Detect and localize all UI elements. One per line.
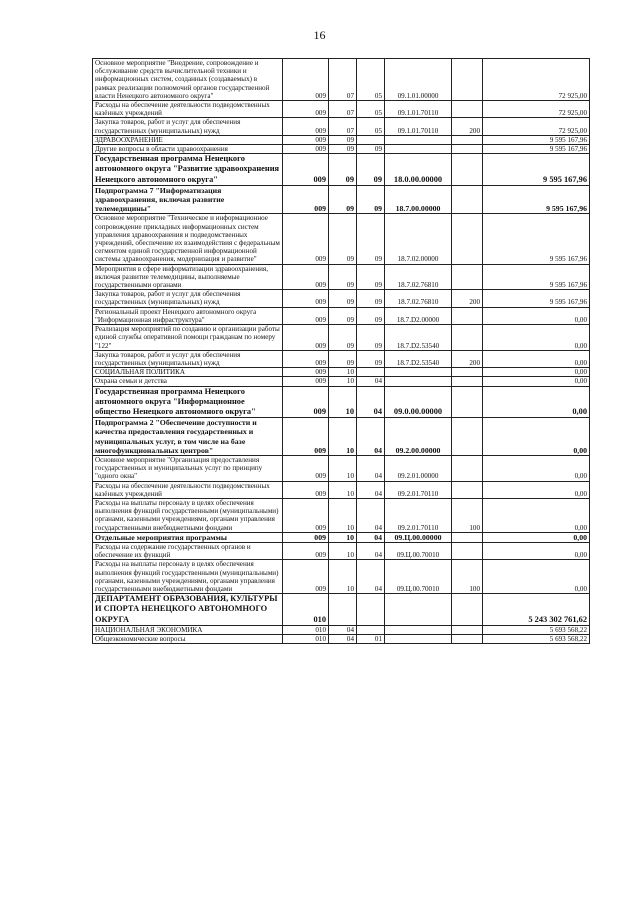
cell-subsection-code: 05 <box>357 59 385 101</box>
cell-section-code: 09 <box>329 135 357 144</box>
cell-name: Расходы на содержание государственных органов и обеспечение их функций <box>93 542 283 559</box>
cell-section-code: 10 <box>329 481 357 498</box>
table-row <box>93 560 590 594</box>
cell-target-article: 09.Ц.00.00000 <box>385 532 452 542</box>
cell-amount: 72 925,00 <box>483 118 590 135</box>
cell-name: Закупка товаров, работ и услуг для обеспечения государственных (муниципальных) нужд <box>93 350 283 367</box>
cell-name: Государственная программа Ненецкого автономного округа "Развитие здравоохранения Ненецкого автономного округа" <box>93 154 283 186</box>
cell-target-article: 18.7.D2.53540 <box>385 325 452 351</box>
cell-subsection-code: 09 <box>357 325 385 351</box>
cell-section-code: 09 <box>329 214 357 264</box>
cell-section-code: 10 <box>329 418 357 456</box>
cell-section-code: 10 <box>329 560 357 594</box>
cell-section-code: 10 <box>329 498 357 532</box>
cell-expense-type <box>452 418 483 456</box>
cell-target-article: 09.1.01.70110 <box>385 101 452 118</box>
cell-ministry-code: 009 <box>283 59 329 101</box>
cell-amount: 0,00 <box>483 368 590 377</box>
cell-ministry-code: 009 <box>283 307 329 324</box>
cell-name: Расходы на обеспечение деятельности подведомственных казённых учреждений <box>93 481 283 498</box>
cell-target-article: 18.7.02.76810 <box>385 264 452 290</box>
cell-expense-type <box>452 386 483 418</box>
cell-name: Другие вопросы в области здравоохранения <box>93 145 283 154</box>
cell-expense-type <box>452 307 483 324</box>
cell-section-code: 04 <box>329 635 357 644</box>
cell-name: Основное мероприятие "Организация предоставления государственных и муниципальных услуг по принципу "одного окна" <box>93 455 283 481</box>
table-row <box>93 185 590 214</box>
cell-target-article: 18.0.00.00000 <box>385 154 452 186</box>
cell-amount: 5 693 568,22 <box>483 625 590 634</box>
cell-subsection-code <box>357 625 385 634</box>
cell-subsection-code: 04 <box>357 542 385 559</box>
cell-amount: 9 595 167,96 <box>483 154 590 186</box>
cell-subsection-code: 09 <box>357 185 385 214</box>
cell-section-code: 10 <box>329 386 357 418</box>
cell-subsection-code: 04 <box>357 455 385 481</box>
cell-target-article <box>385 368 452 377</box>
cell-section-code: 09 <box>329 264 357 290</box>
table-row <box>93 635 590 644</box>
cell-ministry-code: 009 <box>283 560 329 594</box>
cell-target-article <box>385 377 452 386</box>
table-row <box>93 532 590 542</box>
cell-expense-type <box>452 185 483 214</box>
cell-ministry-code: 009 <box>283 368 329 377</box>
cell-name: Мероприятия в сфере информатизации здравоохранения, включая развитие телемедицины, выполняемые государственными органами <box>93 264 283 290</box>
cell-name: Охрана семьи и детства <box>93 377 283 386</box>
cell-section-code <box>329 594 357 626</box>
cell-amount: 9 595 167,96 <box>483 135 590 144</box>
cell-ministry-code: 009 <box>283 101 329 118</box>
table-row <box>93 350 590 367</box>
cell-expense-type <box>452 368 483 377</box>
cell-ministry-code: 009 <box>283 532 329 542</box>
cell-subsection-code: 09 <box>357 350 385 367</box>
cell-amount: 72 925,00 <box>483 101 590 118</box>
cell-subsection-code: 09 <box>357 290 385 307</box>
cell-section-code: 10 <box>329 455 357 481</box>
table-row <box>93 594 590 626</box>
cell-target-article: 09.2.01.70110 <box>385 481 452 498</box>
cell-target-article <box>385 145 452 154</box>
cell-target-article: 09.Ц.00.70010 <box>385 542 452 559</box>
cell-amount: 0,00 <box>483 386 590 418</box>
cell-ministry-code: 010 <box>283 625 329 634</box>
cell-ministry-code: 009 <box>283 290 329 307</box>
cell-name: Основное мероприятие "Внедрение, сопровождение и обслуживание средств вычислительной техники и информационных систем, созданных (создаваемых) в рамках реализации полномочий органов государственной власти Ненецкого автономного округа" <box>93 59 283 101</box>
cell-target-article <box>385 594 452 626</box>
cell-target-article: 09.1.01.00000 <box>385 59 452 101</box>
cell-section-code: 09 <box>329 185 357 214</box>
cell-section-code: 07 <box>329 118 357 135</box>
cell-ministry-code: 010 <box>283 635 329 644</box>
cell-subsection-code: 04 <box>357 377 385 386</box>
cell-ministry-code: 010 <box>283 594 329 626</box>
cell-name: Подпрограмма 2 "Обеспечение доступности и качества предоставления государственных и муниципальных услуг, в том числе на базе многофункциональных центров" <box>93 418 283 456</box>
table-row <box>93 154 590 186</box>
cell-section-code: 09 <box>329 307 357 324</box>
cell-expense-type <box>452 135 483 144</box>
cell-ministry-code: 009 <box>283 386 329 418</box>
cell-name: Закупка товаров, работ и услуг для обеспечения государственных (муниципальных) нужд <box>93 118 283 135</box>
cell-amount: 0,00 <box>483 498 590 532</box>
cell-amount: 0,00 <box>483 481 590 498</box>
cell-amount: 0,00 <box>483 532 590 542</box>
cell-target-article <box>385 625 452 634</box>
cell-name: ЗДРАВООХРАНЕНИЕ <box>93 135 283 144</box>
cell-section-code: 07 <box>329 59 357 101</box>
cell-expense-type <box>452 101 483 118</box>
cell-name: Подпрограмма 7 "Информатизация здравоохранения, включая развитие телемедицины" <box>93 185 283 214</box>
cell-subsection-code: 09 <box>357 214 385 264</box>
cell-subsection-code <box>357 594 385 626</box>
table-row <box>93 386 590 418</box>
cell-section-code: 07 <box>329 101 357 118</box>
cell-amount: 72 925,00 <box>483 59 590 101</box>
table-row <box>93 455 590 481</box>
cell-subsection-code: 09 <box>357 264 385 290</box>
cell-expense-type <box>452 145 483 154</box>
cell-expense-type <box>452 377 483 386</box>
cell-amount: 9 595 167,96 <box>483 185 590 214</box>
cell-subsection-code: 04 <box>357 418 385 456</box>
cell-subsection-code: 04 <box>357 386 385 418</box>
cell-section-code: 04 <box>329 625 357 634</box>
cell-subsection-code: 09 <box>357 145 385 154</box>
table-row <box>93 290 590 307</box>
cell-amount: 0,00 <box>483 350 590 367</box>
cell-section-code: 09 <box>329 325 357 351</box>
cell-target-article: 09.2.01.00000 <box>385 455 452 481</box>
cell-ministry-code: 009 <box>283 214 329 264</box>
cell-subsection-code <box>357 135 385 144</box>
cell-subsection-code: 05 <box>357 118 385 135</box>
cell-amount: 9 595 167,96 <box>483 214 590 264</box>
cell-ministry-code: 009 <box>283 154 329 186</box>
cell-section-code: 10 <box>329 377 357 386</box>
cell-name: Региональный проект Ненецкого автономного округа "Информационная инфраструктура" <box>93 307 283 324</box>
cell-ministry-code: 009 <box>283 498 329 532</box>
cell-ministry-code: 009 <box>283 377 329 386</box>
table-row <box>93 214 590 264</box>
cell-ministry-code: 009 <box>283 455 329 481</box>
cell-section-code: 09 <box>329 145 357 154</box>
cell-section-code: 09 <box>329 290 357 307</box>
cell-subsection-code: 01 <box>357 635 385 644</box>
cell-expense-type: 200 <box>452 118 483 135</box>
cell-expense-type <box>452 325 483 351</box>
cell-amount: 0,00 <box>483 560 590 594</box>
table-row <box>93 418 590 456</box>
cell-amount: 0,00 <box>483 377 590 386</box>
cell-amount: 0,00 <box>483 455 590 481</box>
cell-ministry-code: 009 <box>283 185 329 214</box>
cell-subsection-code: 04 <box>357 560 385 594</box>
cell-name: Отдельные мероприятия программы <box>93 532 283 542</box>
cell-expense-type <box>452 59 483 101</box>
table-row <box>93 135 590 144</box>
cell-target-article: 09.2.01.70110 <box>385 498 452 532</box>
cell-name: Государственная программа Ненецкого автономного округа "Информационное общество Ненецкого автономного округа" <box>93 386 283 418</box>
cell-amount: 0,00 <box>483 307 590 324</box>
cell-expense-type <box>452 625 483 634</box>
cell-ministry-code: 009 <box>283 135 329 144</box>
cell-expense-type: 200 <box>452 350 483 367</box>
cell-expense-type <box>452 214 483 264</box>
cell-expense-type <box>452 154 483 186</box>
cell-subsection-code: 04 <box>357 481 385 498</box>
cell-expense-type: 200 <box>452 290 483 307</box>
budget-table <box>92 58 590 644</box>
cell-target-article: 18.7.D2.53540 <box>385 350 452 367</box>
cell-name: НАЦИОНАЛЬНАЯ ЭКОНОМИКА <box>93 625 283 634</box>
cell-subsection-code: 05 <box>357 101 385 118</box>
cell-amount: 9 595 167,96 <box>483 145 590 154</box>
cell-name: Реализация мероприятий по созданию и организации работы единой службы оперативной помощи гражданам по номеру "122" <box>93 325 283 351</box>
cell-name: ДЕПАРТАМЕНТ ОБРАЗОВАНИЯ, КУЛЬТУРЫ И СПОРТА НЕНЕЦКОГО АВТОНОМНОГО ОКРУГА <box>93 594 283 626</box>
cell-target-article: 09.Ц.00.70010 <box>385 560 452 594</box>
cell-target-article: 18.7.D2.00000 <box>385 307 452 324</box>
cell-name: СОЦИАЛЬНАЯ ПОЛИТИКА <box>93 368 283 377</box>
cell-name: Расходы на выплаты персоналу в целях обеспечения выполнения функций государственными (муниципальными) органами, казенными учреждениями, органами управления государственными внебюджетными фондами <box>93 560 283 594</box>
table-row <box>93 145 590 154</box>
cell-amount: 0,00 <box>483 542 590 559</box>
table-row <box>93 118 590 135</box>
table-row <box>93 377 590 386</box>
cell-subsection-code: 04 <box>357 498 385 532</box>
page-number: 16 <box>313 28 326 42</box>
cell-amount: 5 693 568,22 <box>483 635 590 644</box>
table-row <box>93 264 590 290</box>
cell-section-code: 10 <box>329 368 357 377</box>
budget-table-body <box>93 59 590 644</box>
cell-subsection-code: 09 <box>357 307 385 324</box>
cell-expense-type <box>452 532 483 542</box>
cell-target-article <box>385 635 452 644</box>
table-row <box>93 307 590 324</box>
table-row <box>93 481 590 498</box>
table-row <box>93 542 590 559</box>
cell-expense-type <box>452 594 483 626</box>
cell-section-code: 10 <box>329 542 357 559</box>
cell-ministry-code: 009 <box>283 118 329 135</box>
cell-section-code: 09 <box>329 350 357 367</box>
cell-name: Основное мероприятие "Техническое и информационное сопровождение прикладных информационных систем управления здравоохранения и подведомственных учреждений, обеспечение их взаимодействия с федеральным сегментом единой государственной информационной системы здравоохранения, модернизация и развитие" <box>93 214 283 264</box>
cell-name: Расходы на обеспечение деятельности подведомственных казённых учреждений <box>93 101 283 118</box>
cell-ministry-code: 009 <box>283 350 329 367</box>
table-row <box>93 325 590 351</box>
cell-name: Общеэкономические вопросы <box>93 635 283 644</box>
cell-amount: 0,00 <box>483 325 590 351</box>
cell-target-article: 18.7.02.00000 <box>385 214 452 264</box>
cell-section-code: 09 <box>329 154 357 186</box>
cell-name: Закупка товаров, работ и услуг для обеспечения государственных (муниципальных) нужд <box>93 290 283 307</box>
table-row <box>93 59 590 101</box>
cell-ministry-code: 009 <box>283 325 329 351</box>
table-row <box>93 368 590 377</box>
cell-amount: 9 595 167,96 <box>483 290 590 307</box>
cell-target-article: 09.0.00.00000 <box>385 386 452 418</box>
table-row <box>93 498 590 532</box>
cell-expense-type <box>452 481 483 498</box>
cell-subsection-code: 09 <box>357 154 385 186</box>
cell-expense-type: 100 <box>452 498 483 532</box>
cell-expense-type <box>452 264 483 290</box>
cell-expense-type <box>452 542 483 559</box>
cell-ministry-code: 009 <box>283 418 329 456</box>
cell-amount: 5 243 302 761,62 <box>483 594 590 626</box>
cell-target-article: 18.7.00.00000 <box>385 185 452 214</box>
cell-name: Расходы на выплаты персоналу в целях обеспечения выполнения функций государственными (муниципальными) органами, казенными учреждениями, органами управления государственными внебюджетными фондами <box>93 498 283 532</box>
table-row <box>93 625 590 634</box>
cell-ministry-code: 009 <box>283 264 329 290</box>
cell-target-article: 18.7.02.76810 <box>385 290 452 307</box>
cell-ministry-code: 009 <box>283 481 329 498</box>
cell-amount: 9 595 167,96 <box>483 264 590 290</box>
cell-target-article <box>385 135 452 144</box>
cell-target-article: 09.1.01.70110 <box>385 118 452 135</box>
cell-subsection-code: 04 <box>357 532 385 542</box>
cell-expense-type <box>452 455 483 481</box>
cell-expense-type: 100 <box>452 560 483 594</box>
table-row <box>93 101 590 118</box>
cell-amount: 0,00 <box>483 418 590 456</box>
cell-subsection-code <box>357 368 385 377</box>
cell-ministry-code: 009 <box>283 542 329 559</box>
cell-ministry-code: 009 <box>283 145 329 154</box>
cell-expense-type <box>452 635 483 644</box>
cell-section-code: 10 <box>329 532 357 542</box>
cell-target-article: 09.2.00.00000 <box>385 418 452 456</box>
